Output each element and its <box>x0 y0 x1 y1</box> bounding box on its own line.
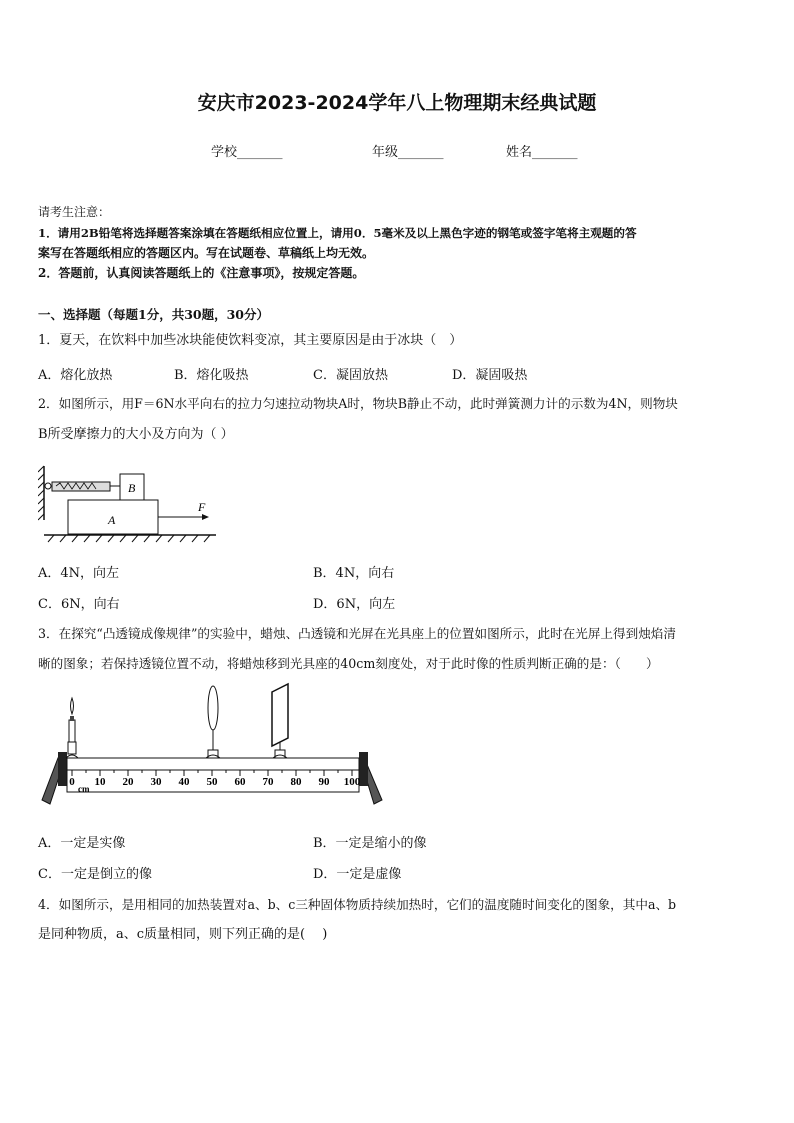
scale-label: 60 <box>234 776 246 788</box>
scale-label: 100 <box>343 776 361 788</box>
left-end-cap <box>58 752 67 786</box>
question-3-figure <box>38 682 388 808</box>
question-1-option-a[interactable]: A．熔化放热 <box>38 368 113 383</box>
question-1-option-b[interactable]: B．熔化吸热 <box>174 368 249 383</box>
scale-label: 70 <box>262 776 274 788</box>
question-3-stem-line-1: 3．在探究“凸透镜成像规律”的实验中，蜡烛、凸透镜和光屏在光具座上的位置如图所示，此时在光屏上得到烛焰清 <box>38 626 676 641</box>
light-screen <box>272 684 288 758</box>
scale-label: 50 <box>206 776 218 788</box>
ground-hatch <box>48 535 210 542</box>
right-end-cap <box>359 752 368 786</box>
scale-label: 30 <box>150 776 162 788</box>
question-3-option-a[interactable]: A．一定是实像 <box>38 836 126 851</box>
question-2-option-d[interactable]: D．6N，向左 <box>313 597 396 612</box>
question-3-option-b[interactable]: B．一定是缩小的像 <box>313 836 427 851</box>
section-heading: 一、选择题（每题1分，共30题，30分） <box>38 307 269 322</box>
scale-ring <box>45 483 51 489</box>
block-a-label: A <box>108 513 116 527</box>
notice-line-1: 1．请用2B铅笔将选择题答案涂填在答题纸相应位置上，请用0．5毫米及以上黑色字迹的钢笔或签字笔将主观题的答 <box>38 226 637 240</box>
scale-unit: cm <box>78 784 90 794</box>
question-1-stem: 1．夏天，在饮料中加些冰块能使饮料变凉，其主要原因是由于冰块（ ） <box>38 333 463 348</box>
wall-hatch <box>38 466 44 520</box>
force-arrow-head <box>202 514 209 520</box>
question-3-option-d[interactable]: D．一定是虚像 <box>313 867 402 882</box>
bench-rail <box>67 758 359 770</box>
question-3-stem-line-2: 晰的图象；若保持透镜位置不动，将蜡烛移到光具座的40cm刻度处，对于此时像的性质判断正确的是：（ ） <box>38 656 659 671</box>
question-4-stem-line-1: 4．如图所示，是用相同的加热装置对a、b、c三种固体物质持续加热时，它们的温度随时间变化的图象，其中a、b <box>38 897 677 912</box>
name-field-label: 姓名_______ <box>506 145 578 160</box>
block-b-label: B <box>128 481 136 495</box>
notice-heading: 请考生注意： <box>38 205 111 219</box>
question-2-figure <box>38 462 220 548</box>
scale-label: 0 <box>69 776 75 788</box>
question-4-stem-line-2: 是同种物质，a、c质量相同，则下列正确的是( ) <box>38 927 328 942</box>
question-1-option-d[interactable]: D．凝固吸热 <box>452 368 528 383</box>
school-field-label: 学校_______ <box>211 145 283 160</box>
question-2-option-c[interactable]: C．6N，向右 <box>38 597 120 612</box>
candle <box>66 698 78 758</box>
notice-line-2: 案写在答题纸相应的答题区内。写在试题卷、草稿纸上均无效。 <box>38 246 375 260</box>
scale-label: 80 <box>290 776 302 788</box>
scale-label: 20 <box>122 776 134 788</box>
page-title: 安庆市2023-2024学年八上物理期末经典试题 <box>197 92 597 114</box>
scale-label: 10 <box>94 776 106 788</box>
question-2-option-b[interactable]: B．4N，向右 <box>313 566 395 581</box>
question-2-stem-line-2: B所受摩擦力的大小及方向为（ ） <box>38 427 234 442</box>
question-2-option-a[interactable]: A．4N，向左 <box>38 566 120 581</box>
question-1-option-c[interactable]: C．凝固放热 <box>313 368 388 383</box>
notice-line-3: 2．答题前，认真阅读答题纸上的《注意事项》，按规定答题。 <box>38 266 365 280</box>
scale-label: 90 <box>318 776 330 788</box>
question-2-stem-line-1: 2．如图所示，用F＝6N水平向右的拉力匀速拉动物块A时，物块B静止不动，此时弹簧测力计的示数为4N，则物块 <box>38 396 678 411</box>
scale-label: 40 <box>178 776 190 788</box>
force-label: F <box>198 500 206 514</box>
question-3-option-c[interactable]: C．一定是倒立的像 <box>38 867 152 882</box>
grade-field-label: 年级_______ <box>372 145 444 160</box>
convex-lens <box>206 686 220 758</box>
